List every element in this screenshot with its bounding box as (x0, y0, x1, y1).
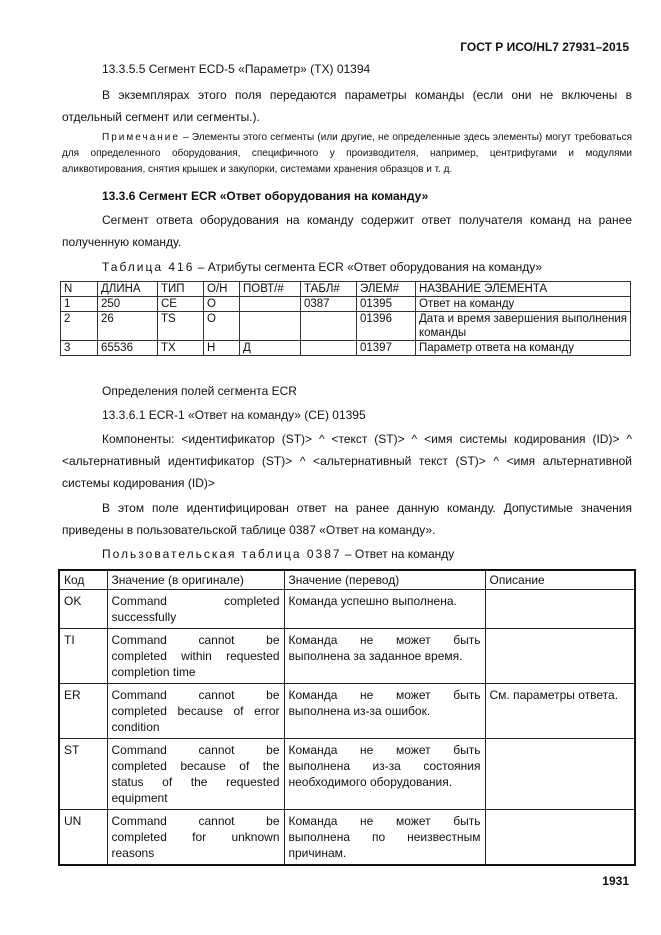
header-cell: Значение (перевод) (284, 570, 485, 590)
note-label: Примечание (102, 132, 180, 143)
table-row (59, 684, 635, 739)
header-cell: Значение (в оригинале) (107, 570, 284, 590)
code-cell: ST (59, 739, 107, 810)
description-cell (485, 629, 635, 684)
translation-cell: Команда не может быть выполнена из-за состояния необходимого оборудования. (284, 739, 485, 810)
table-416-caption-label: Таблица 416 (102, 260, 195, 274)
code-cell: OK (59, 590, 107, 629)
table-cell (301, 312, 357, 341)
table-cell: 01396 (357, 312, 416, 341)
table-cell: 2 (61, 312, 98, 341)
description-cell: См. параметры ответа. (485, 684, 635, 739)
table-0387-caption (102, 543, 454, 565)
table-cell: 01397 (357, 341, 416, 356)
original-value-cell: Command completed successfully (107, 590, 284, 629)
table-cell (240, 297, 301, 312)
code-cell: UN (59, 810, 107, 866)
table-cell: Д (240, 341, 301, 356)
table-416-caption-rest: – Атрибуты сегмента ECR «Ответ оборудования на команду» (194, 260, 543, 274)
table-header-row (61, 282, 631, 297)
table-0387-caption-rest: – Ответ на команду (341, 547, 455, 561)
header-cell: ТИП (158, 282, 204, 297)
definitions-heading: Определения полей сегмента ECR (102, 384, 297, 398)
translation-cell: Команда успешно выполнена. (284, 590, 485, 629)
header-cell: О/Н (204, 282, 240, 297)
section-1336-text: Сегмент ответа оборудования на команду содержит ответ получателя команд на ранее полученную команду. (62, 213, 632, 249)
translation-cell: Команда не может быть выполнена по неизвестным причинам. (284, 810, 485, 866)
header-cell: НАЗВАНИЕ ЭЛЕМЕНТА (416, 282, 631, 297)
table-cell: Н (204, 341, 240, 356)
table-cell: TS (158, 312, 204, 341)
response-code-table (58, 569, 636, 866)
attributes-table (60, 281, 631, 356)
definitions-subheading: 13.3.6.1 ECR-1 «Ответ на команду» (CE) 01395 (102, 408, 366, 422)
code-cell: ER (59, 684, 107, 739)
table-cell: 01395 (357, 297, 416, 312)
table-row (61, 341, 631, 356)
header-cell: Код (59, 570, 107, 590)
table-cell: О (204, 312, 240, 341)
table-row (59, 590, 635, 629)
note-paragraph (62, 130, 632, 178)
table-header-row (59, 570, 635, 590)
table-cell: 26 (98, 312, 158, 341)
header-cell: Описание (485, 570, 635, 590)
header-cell: ТАБЛ# (301, 282, 357, 297)
table-cell: CE (158, 297, 204, 312)
components-paragraph: Компоненты: <идентификатор (ST)> ^ <текст (ST)> ^ <имя системы кодирования (ID)> ^ <альтернативный идентификатор (ST)> ^ <альтернативный текст (ST)> ^ <имя альтернативной системы кодирования (ID)> (62, 432, 632, 490)
translation-cell: Команда не может быть выполнена за заданное время. (284, 629, 485, 684)
page-number: 1931 (602, 874, 629, 888)
table-cell: О (204, 297, 240, 312)
table-row (59, 810, 635, 866)
document-header: ГОСТ Р ИСО/HL7 27931–2015 (460, 40, 629, 54)
table-cell: 3 (61, 341, 98, 356)
header-cell: N (61, 282, 98, 297)
original-value-cell: Command cannot be completed for unknown reasons (107, 810, 284, 866)
section-13355-text: В экземплярах этого поля передаются параметры команды (если они не включены в отдельный сегмент или сегменты.). (62, 88, 632, 124)
table-row (61, 312, 631, 341)
original-value-cell: Command cannot be completed because of error condition (107, 684, 284, 739)
table-cell: 65536 (98, 341, 158, 356)
header-cell: ЭЛЕМ# (357, 282, 416, 297)
description-cell (485, 590, 635, 629)
header-cell: ДЛИНА (98, 282, 158, 297)
table-0387-caption-label: Пользовательская таблица 0387 (102, 547, 342, 561)
translation-cell: Команда не может быть выполнена из-за ошибок. (284, 684, 485, 739)
table-row (59, 629, 635, 684)
original-value-cell: Command cannot be completed within requested completion time (107, 629, 284, 684)
table-cell: 250 (98, 297, 158, 312)
table-row (61, 297, 631, 312)
note-text: – Элементы этого сегменты (или другие, не определенные здесь элементы) могут требоваться для определенного оборудования, специфичного у производителя, например, центрифугами и модулями аликвотирования, снятия крышек и закупорки, системами хранения образцов и т. д. (62, 132, 632, 175)
table-416-caption (102, 256, 542, 278)
table-cell: Дата и время завершения выполнения команды (416, 312, 631, 341)
header-cell: ПОВТ/# (240, 282, 301, 297)
table-cell (240, 312, 301, 341)
description-cell (485, 739, 635, 810)
table-cell: 0387 (301, 297, 357, 312)
section-13355-title: 13.3.5.5 Сегмент ECD-5 «Параметр» (TX) 01394 (102, 62, 371, 76)
table-cell (301, 341, 357, 356)
table-cell: Ответ на команду (416, 297, 631, 312)
table-row (59, 739, 635, 810)
section-1336-title: 13.3.6 Сегмент ECR «Ответ оборудования на команду» (102, 189, 429, 203)
table-cell: 1 (61, 297, 98, 312)
original-value-cell: Command cannot be completed because of the status of the requested equipment (107, 739, 284, 810)
table-cell: Параметр ответа на команду (416, 341, 631, 356)
description-cell (485, 810, 635, 866)
table-cell: TX (158, 341, 204, 356)
code-cell: TI (59, 629, 107, 684)
definitions-text: В этом поле идентифицирован ответ на ранее данную команду. Допустимые значения приведены в пользовательской таблице 0387 «Ответ на команду». (62, 501, 632, 537)
